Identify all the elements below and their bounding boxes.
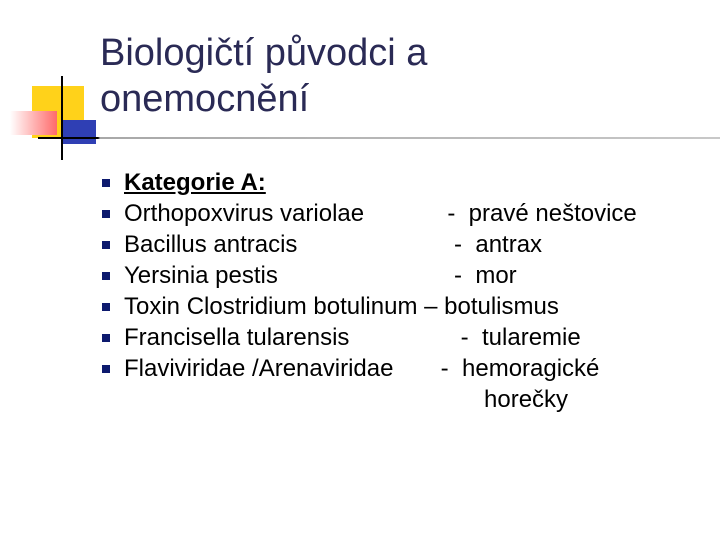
disease-name: tularemie: [482, 324, 581, 351]
list-item: [124, 322, 637, 353]
decor-blue-square: [62, 120, 96, 144]
square-bullet-icon: [102, 365, 110, 373]
square-bullet-icon: [102, 179, 110, 187]
title-underline: [38, 137, 720, 139]
disease-name: antrax: [475, 231, 543, 258]
disease-name: mor: [475, 262, 517, 289]
square-bullet-icon: [102, 272, 110, 280]
disease-name: hemoragické: [462, 355, 600, 382]
list-item: [124, 353, 637, 384]
square-bullet-icon: [102, 334, 110, 342]
separator: -: [434, 200, 469, 227]
separator: -: [434, 324, 482, 351]
list-item: [124, 229, 637, 260]
list-item-text: Toxin Clostridium botulinum – botulismus: [124, 293, 559, 320]
bullet-list: [124, 167, 637, 415]
square-bullet-icon: [102, 303, 110, 311]
list-item: [124, 198, 637, 229]
pathogen-name: Flaviviridae /Arenaviridae: [124, 355, 394, 382]
decor-vertical-line: [61, 76, 63, 160]
pathogen-name: Yersinia pestis: [124, 262, 278, 289]
separator: -: [434, 231, 476, 258]
separator: -: [434, 355, 462, 382]
pathogen-name: Francisella tularensis: [124, 324, 350, 351]
pathogen-name: Orthopoxvirus variolae: [124, 200, 365, 227]
square-bullet-icon: [102, 241, 110, 249]
title-line-2: onemocnění: [100, 78, 310, 120]
decor-red-bar: [10, 111, 57, 135]
category-heading: Kategorie A:: [124, 169, 266, 196]
continuation-text: horečky: [484, 386, 569, 413]
square-bullet-icon: [102, 210, 110, 218]
title-line-1: Biologičtí původci a: [100, 32, 428, 74]
list-item: [124, 291, 637, 322]
disease-name: pravé neštovice: [468, 200, 637, 227]
pathogen-name: Bacillus antracis: [124, 231, 298, 258]
list-item-kategorie: [124, 167, 637, 198]
list-item: [124, 260, 637, 291]
separator: -: [434, 262, 476, 289]
slide-title: [100, 30, 427, 122]
list-item-continuation: [124, 384, 637, 415]
